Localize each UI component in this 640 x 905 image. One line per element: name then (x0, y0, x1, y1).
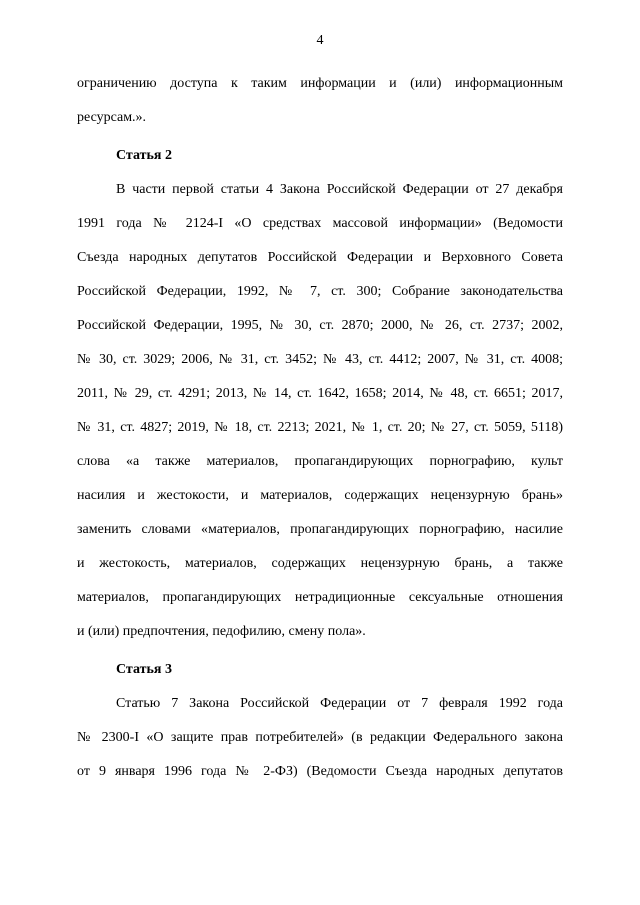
text-line: 2011, № 29, ст. 4291; 2013, № 14, ст. 1642, 1658; 2014, № 48, ст. 6651; 2017, (77, 386, 563, 401)
text-line: Съезда народных депутатов Российской Федерации и Верховного Совета (77, 250, 563, 265)
text-line: заменить словами «материалов, пропагандирующих порнографию, насилие (77, 522, 563, 537)
text-line: насилия и жестокости, и материалов, содержащих нецензурную брань» (77, 488, 563, 503)
page-number: 4 (316, 33, 324, 48)
text-line: ресурсам.». (77, 110, 147, 125)
text-line: № 31, ст. 4827; 2019, № 18, ст. 2213; 2021, № 1, ст. 20; № 27, ст. 5059, 5118) (77, 420, 563, 435)
text-line: В части первой статьи 4 Закона Российской Федерации от 27 декабря (116, 182, 563, 197)
text-line: Российской Федерации, 1992, № 7, ст. 300; Собрание законодательства (77, 284, 563, 299)
text-line: от 9 января 1996 года № 2-ФЗ) (Ведомости Съезда народных депутатов (77, 764, 563, 779)
text-line: ограничению доступа к таким информации и (или) информационным (77, 76, 563, 91)
text-line: и жестокость, материалов, содержащих нецензурную брань, а также (77, 556, 563, 571)
text-line: материалов, пропагандирующих нетрадиционные сексуальные отношения (77, 590, 563, 605)
text-line: Статью 7 Закона Российской Федерации от 7 февраля 1992 года (116, 696, 563, 711)
text-line: и (или) предпочтения, педофилию, смену пола». (77, 624, 366, 639)
article-2-heading: Статья 2 (116, 148, 172, 163)
text-line: слова «а также материалов, пропагандирующих порнографию, культ (77, 454, 563, 469)
text-line: 1991 года № 2124-I «О средствах массовой информации» (Ведомости (77, 216, 563, 231)
text-line: № 30, ст. 3029; 2006, № 31, ст. 3452; № 43, ст. 4412; 2007, № 31, ст. 4008; (77, 352, 563, 367)
article-3-heading: Статья 3 (116, 662, 172, 677)
text-line: Российской Федерации, 1995, № 30, ст. 2870; 2000, № 26, ст. 2737; 2002, (77, 318, 563, 333)
text-line: № 2300-I «О защите прав потребителей» (в редакции Федерального закона (77, 730, 563, 745)
